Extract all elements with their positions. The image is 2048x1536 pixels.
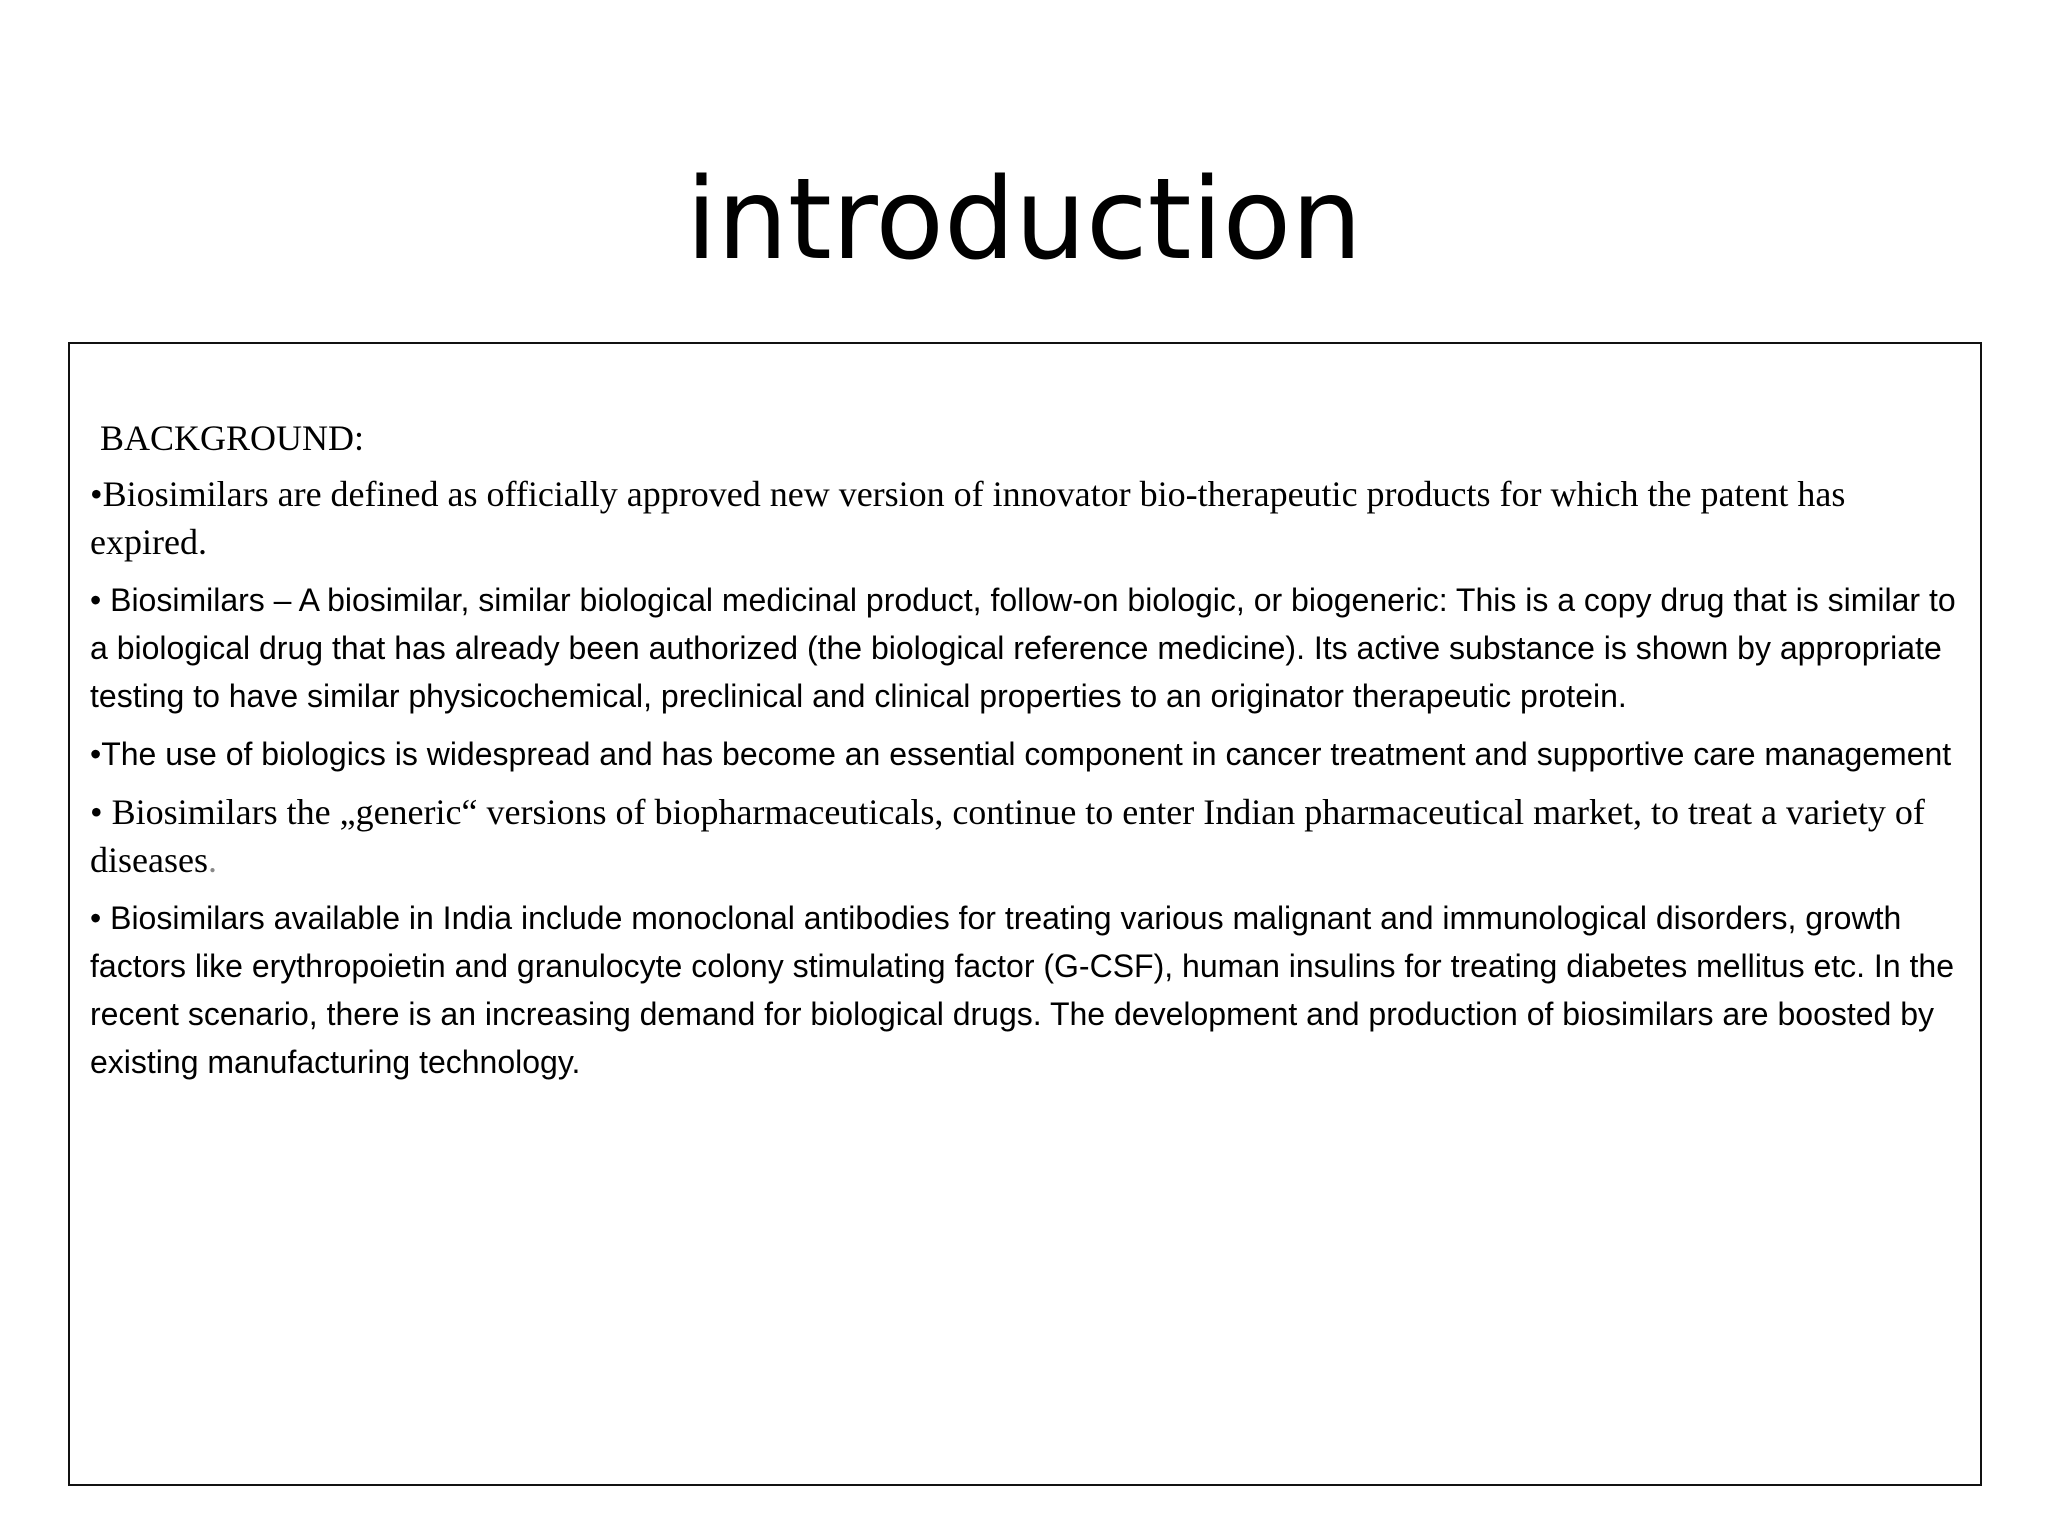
slide-title: introduction	[685, 155, 1363, 285]
background-heading: BACKGROUND:	[100, 418, 365, 458]
generic-versions-text: • Biosimilars the „generic“ versions of biopharmaceuticals, continue to enter Indian pharmaceutical market, to treat a variety of diseases	[90, 792, 1925, 880]
bullet-paragraph-biologics-use: •The use of biologics is widespread and has become an essential component in cancer treatment and supportive care management	[90, 736, 1952, 772]
bullet-paragraph-india-availability: • Biosimilars available in India include monoclonal antibodies for treating various malignant and immunological disorders, growth factors like erythropoietin and granulocyte colony stimulating factor (G-CSF), human insulins for treating diabetes mellitus etc. In the recent scenario, there is an increasing demand for biological drugs. The development and production of biosimilars are boosted by existing manufacturing technology.	[90, 900, 1954, 1080]
bullet-paragraph-definition: •Biosimilars are defined as officially approved new version of innovator bio-therapeutic products for which the patent has expired.	[90, 474, 1846, 562]
trailing-period: .	[207, 840, 217, 880]
bullet-paragraph-generic-versions	[90, 788, 1970, 884]
content-body	[90, 414, 1970, 1096]
content-box	[68, 342, 1982, 1486]
bullet-paragraph-biosimilar-description: • Biosimilars – A biosimilar, similar biological medicinal product, follow-on biologic, or biogeneric: This is a copy drug that is similar to a biological drug that has already been authorized (the biological reference medicine). Its active substance is shown by appropriate testing to have similar physicochemical, preclinical and clinical properties to an originator therapeutic protein.	[90, 582, 1956, 714]
